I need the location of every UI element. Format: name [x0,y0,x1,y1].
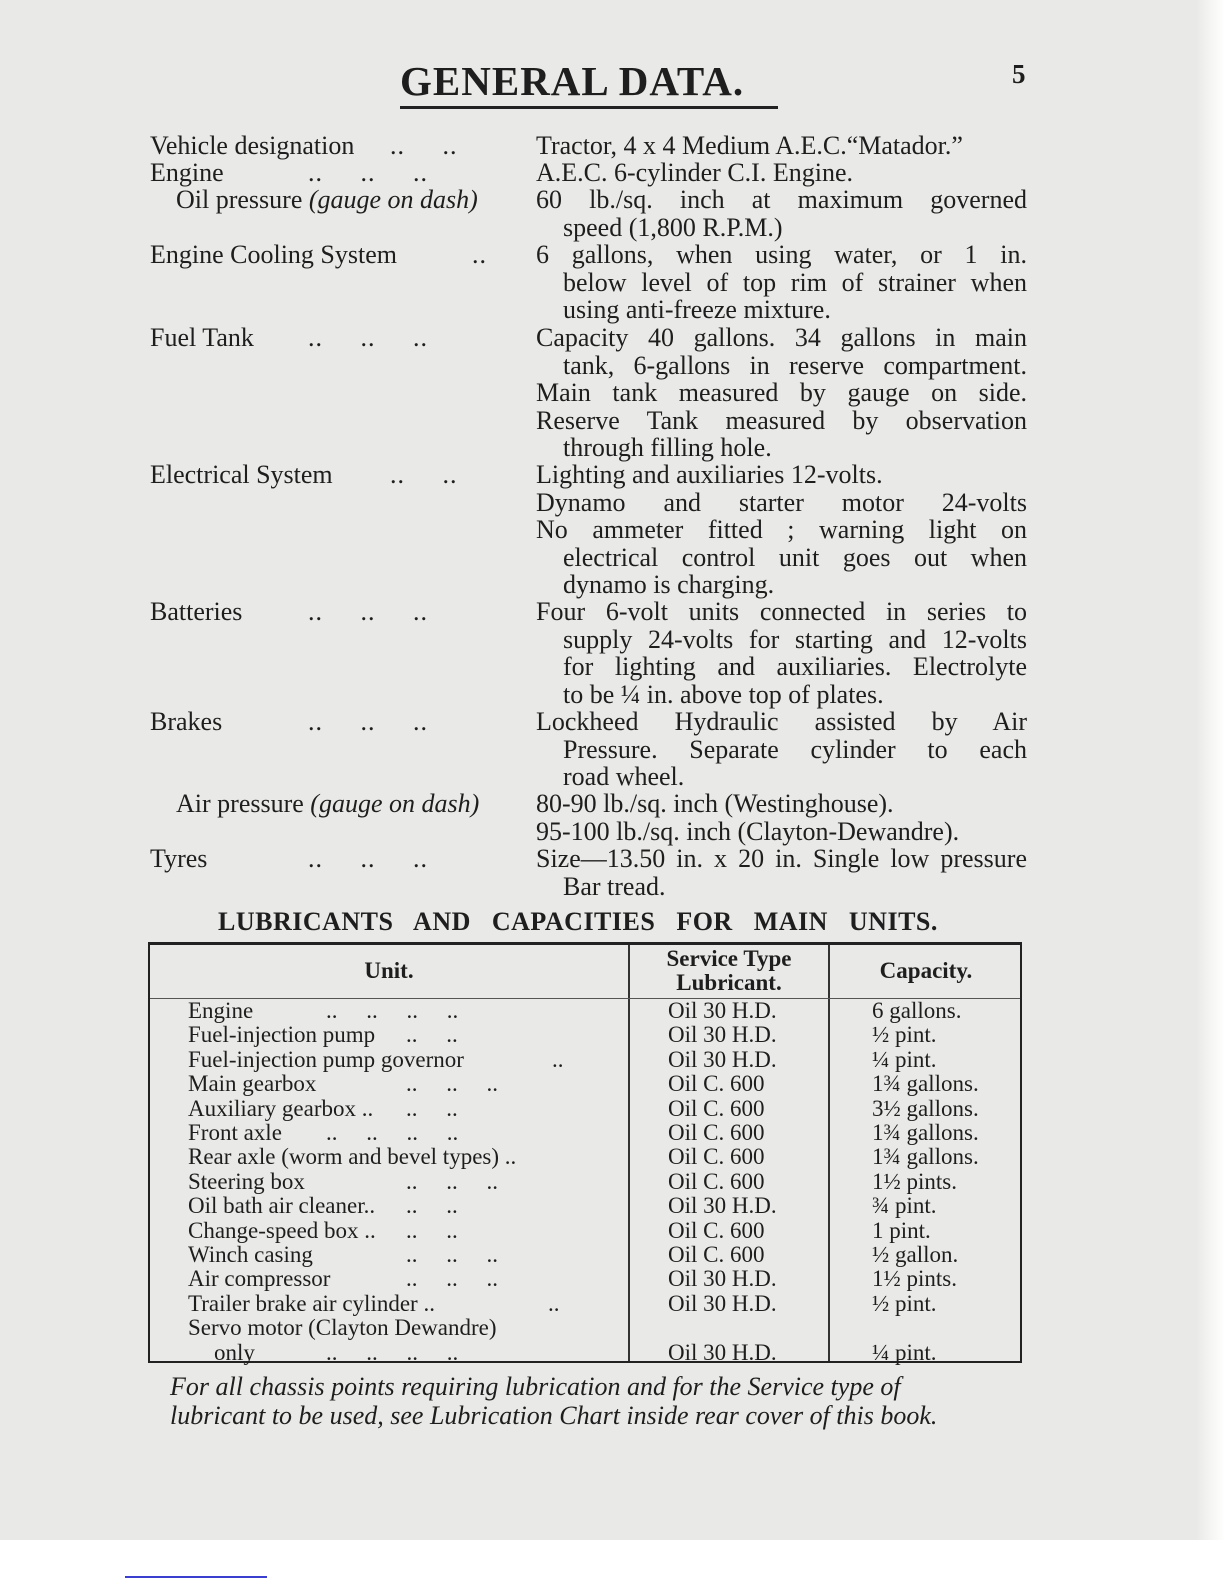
spec-label [150,461,333,489]
dot-leader: .. .. .. .. [326,1120,459,1145]
table-row [150,1292,1020,1316]
spec-value [536,845,1027,900]
table-row [150,1097,1020,1121]
dot-leader: .. .. [406,1022,458,1048]
page-number: 5 [1012,59,1026,89]
cell-capacity: ½ gallon. [872,1242,959,1267]
dot-leader: .. .. [406,1193,458,1219]
scan-margin [0,1540,1225,1585]
dot-leader: .. .. .. [308,323,428,352]
cell-lubricant: Oil 30 H.D. [668,1022,777,1048]
cell-unit: Change-speed box .. [188,1217,376,1243]
table-row [150,1023,1020,1047]
table-row [150,1341,1020,1365]
cell-capacity: ½ pint. [872,1022,937,1048]
cell-capacity: 1¾ gallons. [872,1120,979,1145]
spec-label-text: Air pressure [176,789,311,818]
spec-label [150,132,354,160]
spec-value-line: Tractor, 4 x 4 Medium A.E.C.“Matador.” [536,131,963,160]
header-lubricant-line1: Service Type [666,946,792,971]
spec-label-text: Electrical System [150,460,333,489]
page-title: GENERAL DATA. [400,58,745,104]
table-row [150,1267,1020,1291]
cell-unit: Air compressor [188,1266,331,1292]
cell-lubricant: Oil 30 H.D. [668,1266,777,1292]
cell-lubricant: Oil C. 600 [668,1144,765,1170]
spec-value [536,186,1027,241]
cell-capacity: 1½ pints. [872,1266,957,1292]
spec-value [536,790,1027,845]
header-capacity: Capacity. [879,958,973,983]
cell-unit: Fuel-injection pump governor [188,1046,464,1072]
spec-label [150,159,224,187]
cell-lubricant: Oil 30 H.D. [668,998,777,1023]
spec-value [536,708,1027,791]
dot-leader: .. .. .. [308,597,428,626]
spec-label-text: Oil pressure [176,185,309,214]
cell-unit: Rear axle (worm and bevel types) .. [188,1144,517,1170]
cell-capacity: 3½ gallons. [872,1095,979,1121]
spec-value-line: No ammeter fitted ; warning light on [536,515,1027,544]
spec-value-line: Pressure. Separate cylinder to each [563,734,1027,764]
footnote-line: For all chassis points requiring lubrication and for the Service type of [170,1372,901,1401]
cell-capacity: 1 pint. [872,1217,931,1243]
spec-value-line: 95-100 lb./sq. inch (Clayton-Dewandre). [536,816,960,846]
dot-leader: .. [552,1046,564,1072]
lubricants-table [148,942,1022,1363]
spec-value-line: Lockheed Hydraulic assisted by Air [536,707,1027,736]
spec-label [150,845,207,873]
table-row [150,1219,1020,1243]
dot-leader: .. .. .. [406,1168,498,1194]
cell-unit: Fuel-injection pump [188,1022,376,1048]
spec-label [176,186,478,214]
spec-value-line: Size—13.50 in. x 20 in. Single low pressure [536,844,1027,873]
spec-label-text: Brakes [150,707,223,736]
cell-lubricant: Oil 30 H.D. [668,1193,777,1219]
dot-leader: .. .. [390,460,458,489]
spec-value-line: dynamo is charging. [563,570,775,599]
spec-label-text: Engine [150,158,224,187]
spec-label [150,324,254,352]
spec-value-line: 60 lb./sq. inch at maximum governed [536,185,1027,214]
cell-lubricant: Oil 30 H.D. [668,1290,777,1316]
dot-leader: .. .. .. [406,1266,498,1292]
title-underline [400,106,778,109]
table-row [150,999,1020,1023]
table-row [150,1121,1020,1145]
spec-value-line: 80-90 lb./sq. inch (Westinghouse). [536,789,894,818]
cell-unit: Main gearbox [188,1071,317,1097]
spec-label [176,790,479,818]
cell-unit: only [214,1339,255,1365]
header-lubricant-line2: Lubricant. [676,970,782,995]
cell-lubricant: Oil C. 600 [668,1242,765,1267]
spec-value [536,598,1027,708]
spec-label [150,708,222,736]
cell-unit: Steering box [188,1168,305,1194]
cell-unit: Trailer brake air cylinder .. [188,1290,435,1316]
dot-leader: .. [472,240,487,269]
header-unit: Unit. [364,958,414,983]
table-row [150,1316,1020,1340]
cell-unit: Oil bath air cleaner.. [188,1193,376,1219]
spec-value-line: speed (1,800 R.P.M.) [563,212,783,242]
table-row [150,1048,1020,1072]
table-row [150,1243,1020,1267]
cell-unit: Winch casing [188,1242,313,1267]
spec-value [536,241,1027,324]
spec-value-line: through filling hole. [563,433,772,462]
cell-capacity: 1¾ gallons. [872,1144,979,1170]
cell-capacity: ½ pint. [872,1290,937,1316]
dot-leader: .. .. [390,131,458,160]
spec-label-text: Batteries [150,597,243,626]
dot-leader: .. .. [406,1217,458,1243]
spec-value-line: using anti-freeze mixture. [563,295,831,324]
spec-label [150,598,242,626]
cell-capacity: ¼ pint. [872,1046,937,1072]
dot-leader: .. .. .. [406,1242,498,1267]
spec-label-text: Vehicle designation [150,131,355,160]
spec-value-line: Lighting and auxiliaries 12-volts. [536,460,883,489]
cell-unit: Engine [188,998,254,1023]
cell-lubricant: Oil C. 600 [668,1095,765,1121]
spec-value [536,461,1027,599]
cell-lubricant: Oil C. 600 [668,1120,765,1145]
spec-value-line: A.E.C. 6-cylinder C.I. Engine. [536,158,853,187]
spec-value-line: tank, 6-gallons in reserve compartment. [563,350,1027,380]
spec-value-line: Bar tread. [563,871,666,901]
spec-value-line: Capacity 40 gallons. 34 gallons in main [536,323,1027,352]
header-lubricant [630,947,828,995]
spec-value-line: supply 24-volts for starting and 12-volts [563,624,1027,654]
dot-leader: .. .. .. .. [326,998,459,1023]
dot-leader: .. .. .. [308,158,428,187]
cell-lubricant: Oil C. 600 [668,1217,765,1243]
dot-leader: .. .. .. .. [326,1339,459,1365]
spec-value-line: to be ¼ in. above top of plates. [563,679,884,709]
table-row [150,1170,1020,1194]
footnote [170,1372,1010,1430]
spec-value-line: electrical control unit goes out when [563,542,1027,572]
spec-label-text: Engine Cooling System [150,240,397,269]
spec-value [536,324,1027,462]
cell-lubricant: Oil C. 600 [668,1071,765,1097]
dot-leader: .. .. [406,1095,458,1121]
cell-capacity: 1½ pints. [872,1168,957,1194]
lubricants-title: LUBRICANTS AND CAPACITIES FOR MAIN UNITS. [218,907,938,936]
cell-capacity: 6 gallons. [872,998,962,1023]
spec-value-line: Reserve Tank measured by observation [536,405,1027,435]
spec-label-text: Tyres [150,844,208,873]
scan-mark [125,1576,267,1578]
cell-unit: Servo motor (Clayton Dewandre) [188,1315,497,1341]
cell-unit: Auxiliary gearbox .. [188,1095,374,1121]
table-row [150,1194,1020,1218]
spec-label [150,241,397,269]
spec-value-line: Four 6-volt units connected in series to [536,597,1027,626]
dot-leader: .. .. .. [308,844,428,873]
spec-value-line: 6 gallons, when using water, or 1 in. [536,240,1027,269]
spec-value-line: Dynamo and starter motor 24-volts [536,487,1027,517]
table-row [150,1072,1020,1096]
cell-capacity: 1¾ gallons. [872,1071,979,1097]
spec-value [536,132,1027,160]
cell-unit: Front axle [188,1120,282,1145]
spec-value-line: for lighting and auxiliaries. Electrolyte [563,652,1027,681]
spec-value-line: below level of top rim of strainer when [563,267,1027,297]
cell-lubricant: Oil C. 600 [668,1168,765,1194]
spec-value-line: road wheel. [563,762,685,791]
spec-label-note: (gauge on dash) [308,185,478,214]
spec-value-line: Main tank measured by gauge on side. [536,378,1027,407]
table-row [150,1145,1020,1169]
spec-label-text: Fuel Tank [150,323,254,352]
cell-lubricant: Oil 30 H.D. [668,1046,777,1072]
spec-label-note: (gauge on dash) [310,789,480,818]
dot-leader: .. .. .. [406,1071,498,1097]
cell-capacity: ¼ pint. [872,1339,937,1365]
cell-capacity: ¾ pint. [872,1193,937,1219]
spec-value [536,159,1027,187]
dot-leader: .. [548,1290,560,1316]
dot-leader: .. .. .. [308,707,428,736]
footnote-line: lubricant to be used, see Lubrication Chart inside rear cover of this book. [170,1401,938,1430]
cell-lubricant: Oil 30 H.D. [668,1339,777,1365]
page-edge [1196,0,1225,1585]
